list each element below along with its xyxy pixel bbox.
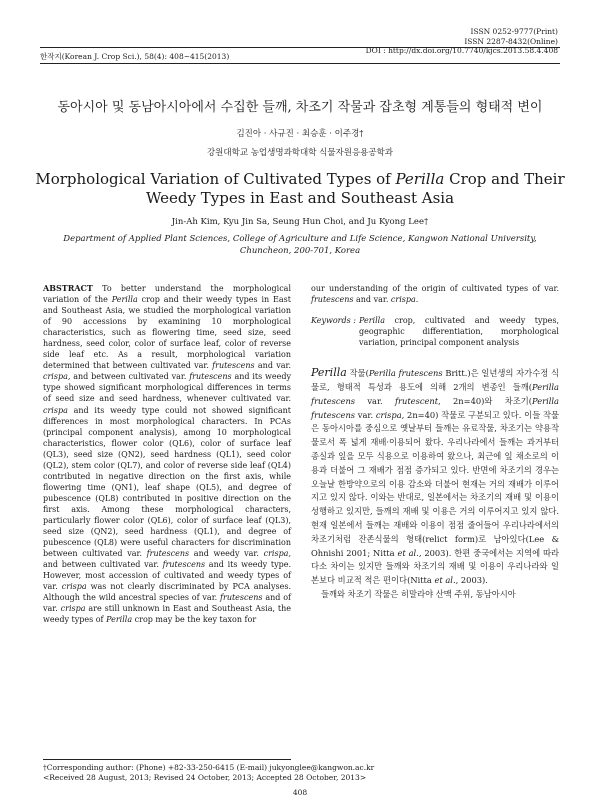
header-rule-top: [40, 47, 560, 48]
footnote: [43, 763, 374, 783]
abstract-continuation: our understanding of the origin of cultivated types of var. frutescens and var. crispa.: [311, 284, 559, 305]
english-title: Morphological Variation of Cultivated Types of Perilla Crop and Their Weedy Types in East and Southeast Asia: [35, 170, 565, 207]
issn-block: [366, 27, 558, 56]
korean-introduction-p2: 들깨와 차조기 작물은 히말라야 산맥 주위, 동남아시아: [321, 588, 516, 599]
abstract-column: [43, 283, 291, 625]
korean-title: 동아시아 및 동남아시아에서 수집한 들깨, 차조기 작물과 잡초형 계통들의 형태적 변이: [57, 100, 543, 115]
page-number: 408: [292, 788, 308, 797]
issn-online: ISSN 2287-8432(Online): [464, 36, 558, 46]
keywords: Keywords : Perilla crop, cultivated and weedy types, geographic differentiation, morphological variation, principal component analysis: [311, 316, 559, 348]
header-rule-bottom: [40, 63, 560, 64]
corresponding-author: †Corresponding author: (Phone) +82-33-250-6415 (E-mail) jukyonglee@kangwon.ac.kr: [43, 763, 375, 772]
english-affiliation: Department of Applied Plant Sciences, College of Agriculture and Life Science, Kangwon National University, Chuncheon, 200-701, Korea: [63, 234, 537, 256]
right-column: [311, 283, 559, 602]
doi-link[interactable]: DOI : http://dx.doi.org/10.7740/kjcs.2013.58.4.408: [365, 46, 558, 55]
journal-reference: 한작지(Korean J. Crop Sci.), 58(4): 408~415(2013): [40, 52, 230, 61]
english-authors: Jin-Ah Kim, Kyu Jin Sa, Seung Hun Choi, and Ju Kyong Lee†: [171, 217, 429, 227]
abstract-label: ABSTRACT: [43, 283, 93, 293]
korean-affiliation: 강원대학교 농업생명과학대학 식물자원응용공학과: [206, 148, 394, 158]
abstract-text: ABSTRACT To better understand the morphological variation of the Perilla crop and their weedy types in East and Southeast Asia, we studied the morphological variation of 90 accessions by examining 10 morphological characteristics, such as flowering time, seed size, seed hardness, seed color, color of surface leaf, color of reverse side leaf etc. As a result, morphological variation determined that between cultivated var. frutescens and var. crispa, and between cultivated var. frutescens and its weedy type showed significant morphological differences in terms of seed size and seed hardness, whenever cultivated var. crispa and its weedy type could not showed significant differences in most morphological characters. In PCAs (principal component analysis), among 10 morphological characteristics, flower color (QL6), color of surface leaf (QL3), seed size (QN2), seed hardness (QL1), seed color (QL2), stem color (QL7), and color of reverse side leaf (QL4) contributed in negative direction on the first axis, while flowering time (QN1), leaf shape (QL5), and degree of pubescence (QL8) contributed in positive direction on the first axis. Among these morphological characters, particularly flower color (QL6), color of surface leaf (QL3), seed size (QN2), seed hardness (QL1), and degree of pubescence (QL8) were useful characters for discrimination between cultivated var. frutescens and weedy var. crispa, and between cultivated var. frutescens and its weedy type. However, most accession of cultivated and weedy types of var. crispa was not clearly discriminated by PCA analyses. Although the wild ancestral species of var. frutescens and of var. crispa are still unknown in East and Southeast Asia, the weedy types of Perilla crop may be the key taxon for: [43, 283, 292, 625]
keywords-label: Keywords :: [311, 316, 356, 326]
received-dates: <Received 28 August, 2013; Revised 24 October, 2013; Accepted 28 October, 2013>: [43, 773, 367, 782]
footnote-rule: [43, 759, 291, 760]
korean-authors: 김진아 · 사규진 · 최승훈 · 이주경†: [236, 129, 364, 139]
issn-print: ISSN 0252-9777(Print): [470, 27, 558, 36]
korean-introduction: Perilla 작물(Perilla frutescens Britt.)은 일년생의 자가수정 식물로, 형태적 특성과 용도에 의해 2개의 변종인 들깨(Perilla frutescens var. frutescent, 2n=40)와 차조기(Perilla frutescens var. crispa, 2n=40) 작물로 구분되고 있다. 이들 작물은 동아시아를 중심으로 옛날부터 들깨는 유료작물, 차조기는 약용작물로서 폭 넓게 재배·이용되어 왔다. 우리나라에서 들깨는 과거부터 종실과 잎을 모두 식용으로 이용하여 왔으나, 최근에 잎 채소로의 이용과 더불어 그 재배가 점점 증가되고 있다. 반면에 차조기의 경우는 오늘날 한방약으로의 이용 감소와 더불어 현재는 거의 재배가 이루어지고 있지 않다. 이와는 반대로, 일본에서는 차조기의 재배 및 이용이 성행하고 있지만, 들깨의 재배 및 이용은 거의 이루어지고 있지 않다. 현재 일본에서 들깨는 재배와 이용이 점점 줄어들어 우리나라에서의 차조기처럼 잔존식물의 형태(relict form)로 남아있다(Lee & Ohnishi 2001; Nitta et al., 2003). 한편 중국에서는 지역에 따라 다소 차이는 있지만 들깨와 차조기의 재배 및 이용이 우리나라와 일본보다 비교적 적은 편이다(Nitta et al., 2003).: [311, 366, 560, 586]
